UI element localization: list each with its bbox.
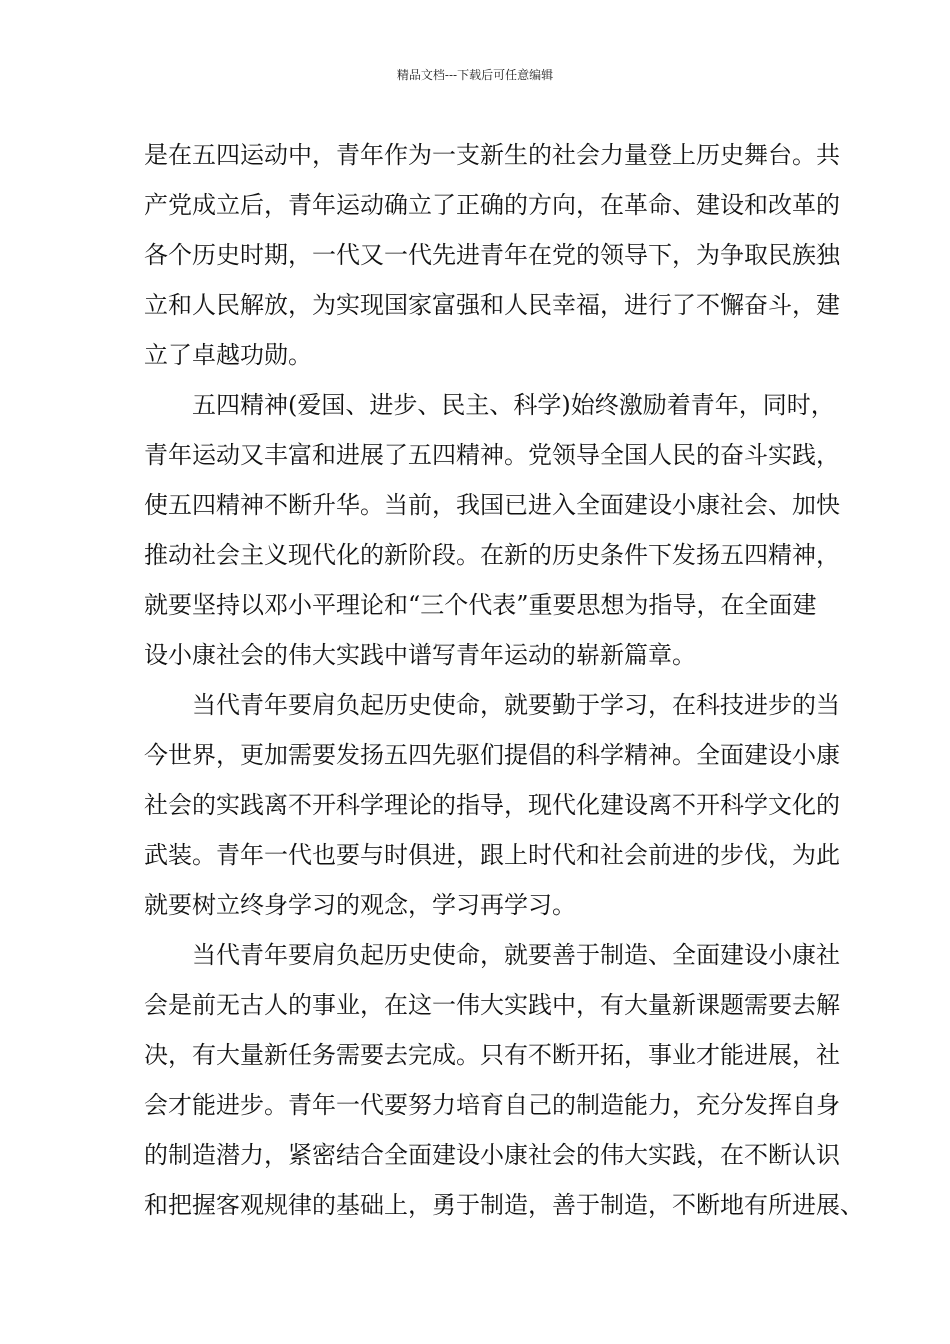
text-line: 社会的实践离不开科学理论的指导，现代化建设离不开科学文化的: [144, 791, 840, 819]
text-line: 和把握客观规律的基础上，勇于制造，善于制造，不断地有所进展、: [144, 1191, 864, 1219]
text-line: 青年运动又丰富和进展了五四精神。党领导全国人民的奋斗实践，: [144, 441, 840, 469]
text-line: 今世界，更加需要发扬五四先驱们提倡的科学精神。全面建设小康: [144, 741, 840, 769]
text-line: 会才能进步。青年一代要努力培育自己的制造能力，充分发挥自身: [144, 1091, 840, 1119]
paragraph-start-line: 当代青年要肩负起历史使命，就要善于制造、全面建设小康社: [192, 941, 840, 969]
text-line: 使五四精神不断升华。当前，我国已进入全面建设小康社会、加快: [144, 491, 840, 519]
text-line: 的制造潜力，紧密结合全面建设小康社会的伟大实践，在不断认识: [144, 1141, 840, 1169]
text-line: 就要坚持以邓小平理论和“三个代表”重要思想为指导，在全面建: [144, 591, 817, 619]
paragraph-start-line: 当代青年要肩负起历史使命，就要勤于学习，在科技进步的当: [192, 691, 840, 719]
text-line: 立和人民解放，为实现国家富强和人民幸福，进行了不懈奋斗，建: [144, 291, 840, 319]
text-line: 各个历史时期，一代又一代先进青年在党的领导下，为争取民族独: [144, 241, 840, 269]
text-line: 设小康社会的伟大实践中谱写青年运动的崭新篇章。: [144, 641, 696, 669]
text-line: 推动社会主义现代化的新阶段。在新的历史条件下发扬五四精神，: [144, 541, 840, 569]
text-line: 武装。青年一代也要与时俱进，跟上时代和社会前进的步伐，为此: [144, 841, 840, 869]
text-line: 会是前无古人的事业，在这一伟大实践中，有大量新课题需要去解: [144, 991, 840, 1019]
text-line: 决，有大量新任务需要去完成。只有不断开拓，事业才能进展，社: [144, 1041, 840, 1069]
page-header: 精品文档---下载后可任意编辑: [396, 68, 554, 82]
document-body: [144, 130, 864, 1230]
paragraph-start-line: 五四精神(爱国、进步、民主、科学)始终激励着青年，同时，: [192, 391, 835, 419]
text-line: 就要树立终身学习的观念，学习再学习。: [144, 891, 576, 919]
text-line: 是在五四运动中，青年作为一支新生的社会力量登上历史舞台。共: [144, 141, 840, 169]
text-line: 产党成立后，青年运动确立了正确的方向，在革命、建设和改革的: [144, 191, 840, 219]
text-line: 立了卓越功勋。: [144, 341, 312, 369]
